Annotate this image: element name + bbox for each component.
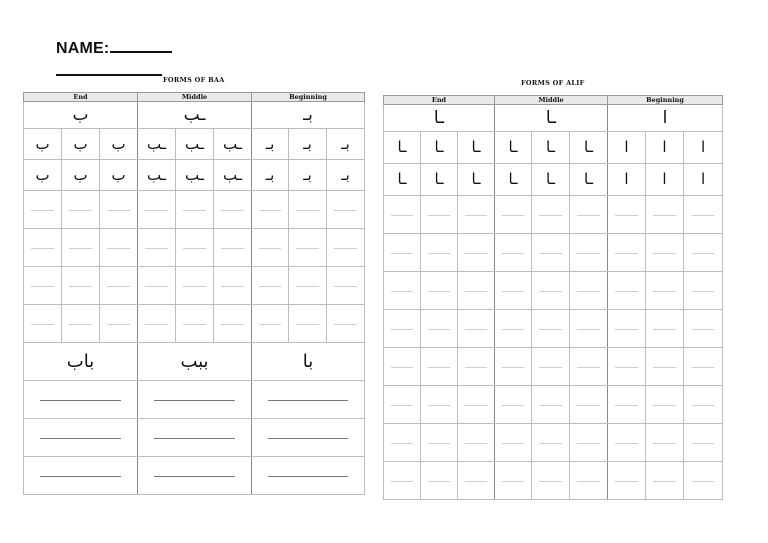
trace-cell[interactable] (532, 348, 570, 386)
trace-cell[interactable] (495, 348, 532, 386)
alif-letter-cell: ـا (495, 132, 532, 164)
word-writing-cell[interactable] (24, 419, 138, 457)
trace-cell[interactable] (458, 272, 495, 310)
alif-trace-row (384, 234, 723, 272)
baa-letter-cell: ـب (214, 160, 252, 191)
alif-model-row (384, 105, 723, 132)
word-writing-cell[interactable] (252, 381, 365, 419)
trace-cell[interactable] (289, 191, 327, 229)
alif-model-beginning: ا (608, 105, 723, 132)
trace-cell[interactable] (570, 386, 608, 424)
alif-letter-cell: ـا (384, 164, 421, 196)
trace-cell[interactable] (532, 310, 570, 348)
baa-word-writing-row (24, 381, 365, 419)
trace-cell[interactable] (62, 191, 100, 229)
trace-cell[interactable] (684, 310, 723, 348)
trace-cell[interactable] (421, 196, 458, 234)
trace-cell[interactable] (384, 348, 421, 386)
name-field (56, 37, 172, 58)
trace-cell[interactable] (608, 310, 646, 348)
alif-letter-cell: ا (684, 132, 723, 164)
trace-cell[interactable] (532, 386, 570, 424)
baa-word-middle: ببب (138, 343, 252, 381)
trace-cell[interactable] (62, 229, 100, 267)
trace-cell[interactable] (138, 229, 176, 267)
trace-cell[interactable] (684, 196, 723, 234)
baa-word-beginning: با (252, 343, 365, 381)
word-writing-cell[interactable] (138, 419, 252, 457)
baa-model-row (24, 102, 365, 129)
trace-cell[interactable] (384, 310, 421, 348)
baa-letter-cell: ـب (176, 129, 214, 160)
baa-letter-cell: ب (62, 129, 100, 160)
trace-cell[interactable] (138, 191, 176, 229)
trace-cell[interactable] (495, 310, 532, 348)
trace-cell[interactable] (327, 267, 365, 305)
trace-cell[interactable] (458, 424, 495, 462)
word-writing-cell[interactable] (252, 457, 365, 495)
baa-sheet-title: FORMS OF BAA (163, 76, 225, 84)
baa-trace-row (24, 229, 365, 267)
baa-letter-cell: بـ (252, 129, 289, 160)
alif-trace-row (384, 272, 723, 310)
baa-letter-cell: ـب (176, 160, 214, 191)
baa-trace-row (24, 305, 365, 343)
baa-col-beginning: Beginning (252, 93, 365, 102)
trace-cell[interactable] (252, 267, 289, 305)
trace-cell[interactable] (62, 305, 100, 343)
trace-cell[interactable] (570, 424, 608, 462)
baa-model-middle: ـب (138, 102, 252, 129)
trace-cell[interactable] (100, 305, 138, 343)
alif-sheet-title: FORMS OF ALIF (521, 79, 585, 87)
trace-cell[interactable] (421, 424, 458, 462)
alif-letter-cell: ـا (495, 164, 532, 196)
alif-letter-cell: ـا (532, 132, 570, 164)
trace-cell[interactable] (495, 386, 532, 424)
baa-model-beginning: بـ (252, 102, 365, 129)
trace-cell[interactable] (100, 267, 138, 305)
trace-cell[interactable] (327, 229, 365, 267)
trace-cell[interactable] (495, 196, 532, 234)
alif-letter-cell: ا (684, 164, 723, 196)
trace-cell[interactable] (458, 234, 495, 272)
trace-cell[interactable] (458, 348, 495, 386)
trace-cell[interactable] (252, 229, 289, 267)
trace-cell[interactable] (646, 310, 684, 348)
alif-letter-cell: ا (646, 164, 684, 196)
trace-cell[interactable] (458, 386, 495, 424)
trace-cell[interactable] (252, 305, 289, 343)
trace-cell[interactable] (608, 234, 646, 272)
baa-letter-cell: ـب (214, 129, 252, 160)
alif-worksheet-table (383, 95, 723, 500)
trace-cell[interactable] (532, 424, 570, 462)
word-writing-cell[interactable] (138, 457, 252, 495)
alif-letter-cell: ـا (421, 132, 458, 164)
trace-cell[interactable] (532, 196, 570, 234)
trace-cell[interactable] (495, 462, 532, 500)
trace-cell[interactable] (176, 191, 214, 229)
trace-cell[interactable] (684, 272, 723, 310)
trace-cell[interactable] (24, 267, 62, 305)
word-writing-cell[interactable] (24, 457, 138, 495)
trace-cell[interactable] (289, 267, 327, 305)
baa-header-row (24, 93, 365, 102)
word-writing-cell[interactable] (24, 381, 138, 419)
trace-cell[interactable] (421, 234, 458, 272)
trace-cell[interactable] (570, 234, 608, 272)
trace-cell[interactable] (495, 272, 532, 310)
trace-cell[interactable] (458, 196, 495, 234)
alif-letter-cell: ا (646, 132, 684, 164)
trace-cell[interactable] (532, 272, 570, 310)
alif-letter-cell: ا (608, 132, 646, 164)
alif-trace-row (384, 424, 723, 462)
trace-cell[interactable] (100, 191, 138, 229)
baa-practice-row-2 (24, 160, 365, 191)
trace-cell[interactable] (384, 462, 421, 500)
trace-cell[interactable] (570, 196, 608, 234)
baa-trace-row (24, 191, 365, 229)
trace-cell[interactable] (458, 310, 495, 348)
baa-col-middle: Middle (138, 93, 252, 102)
word-writing-cell[interactable] (138, 381, 252, 419)
baa-word-end: باب (24, 343, 138, 381)
trace-cell[interactable] (176, 267, 214, 305)
baa-letter-cell: ب (62, 160, 100, 191)
name-blank-line[interactable] (110, 37, 172, 53)
baa-letter-cell: ب (24, 129, 62, 160)
trace-cell[interactable] (608, 386, 646, 424)
alif-col-middle: Middle (495, 96, 608, 105)
trace-cell[interactable] (214, 305, 252, 343)
alif-practice-row-1 (384, 132, 723, 164)
baa-worksheet-table (23, 92, 365, 495)
trace-cell[interactable] (532, 462, 570, 500)
baa-model-end: ب (24, 102, 138, 129)
trace-cell[interactable] (24, 229, 62, 267)
trace-cell[interactable] (608, 272, 646, 310)
trace-cell[interactable] (684, 462, 723, 500)
alif-letter-cell: ـا (458, 164, 495, 196)
trace-cell[interactable] (421, 462, 458, 500)
trace-cell[interactable] (570, 462, 608, 500)
baa-letter-cell: بـ (327, 160, 365, 191)
alif-letter-cell: ـا (570, 164, 608, 196)
trace-cell[interactable] (24, 305, 62, 343)
trace-cell[interactable] (100, 229, 138, 267)
trace-cell[interactable] (176, 229, 214, 267)
trace-cell[interactable] (421, 348, 458, 386)
word-writing-cell[interactable] (252, 419, 365, 457)
baa-letter-cell: ـب (138, 129, 176, 160)
trace-cell[interactable] (327, 305, 365, 343)
trace-cell[interactable] (646, 272, 684, 310)
trace-cell[interactable] (24, 191, 62, 229)
alif-trace-row (384, 462, 723, 500)
trace-cell[interactable] (684, 348, 723, 386)
trace-cell[interactable] (252, 191, 289, 229)
alif-model-middle: ـا (495, 105, 608, 132)
trace-cell[interactable] (646, 234, 684, 272)
baa-col-end: End (24, 93, 138, 102)
name-blank-line-2 (56, 74, 162, 76)
alif-col-end: End (384, 96, 495, 105)
trace-cell[interactable] (646, 462, 684, 500)
trace-cell[interactable] (646, 196, 684, 234)
trace-cell[interactable] (62, 267, 100, 305)
trace-cell[interactable] (176, 305, 214, 343)
trace-cell[interactable] (289, 229, 327, 267)
alif-letter-cell: ـا (570, 132, 608, 164)
trace-cell[interactable] (684, 234, 723, 272)
alif-header-row (384, 96, 723, 105)
trace-cell[interactable] (570, 348, 608, 386)
baa-letter-cell: ـب (138, 160, 176, 191)
trace-cell[interactable] (570, 272, 608, 310)
trace-cell[interactable] (684, 386, 723, 424)
trace-cell[interactable] (608, 348, 646, 386)
alif-trace-row (384, 386, 723, 424)
trace-cell[interactable] (421, 272, 458, 310)
baa-letter-cell: ب (100, 129, 138, 160)
baa-letter-cell: ب (100, 160, 138, 191)
trace-cell[interactable] (384, 386, 421, 424)
alif-letter-cell: ـا (421, 164, 458, 196)
alif-trace-row (384, 196, 723, 234)
alif-letter-cell: ـا (384, 132, 421, 164)
trace-cell[interactable] (495, 234, 532, 272)
trace-cell[interactable] (138, 267, 176, 305)
trace-cell[interactable] (289, 305, 327, 343)
trace-cell[interactable] (214, 267, 252, 305)
trace-cell[interactable] (532, 234, 570, 272)
baa-practice-row-1 (24, 129, 365, 160)
trace-cell[interactable] (646, 386, 684, 424)
trace-cell[interactable] (608, 196, 646, 234)
baa-word-row (24, 343, 365, 381)
alif-letter-cell: ـا (458, 132, 495, 164)
trace-cell[interactable] (384, 424, 421, 462)
alif-letter-cell: ا (608, 164, 646, 196)
trace-cell[interactable] (384, 196, 421, 234)
trace-cell[interactable] (570, 310, 608, 348)
baa-letter-cell: بـ (327, 129, 365, 160)
trace-cell[interactable] (608, 462, 646, 500)
trace-cell[interactable] (495, 424, 532, 462)
baa-letter-cell: ب (24, 160, 62, 191)
baa-word-writing-row (24, 457, 365, 495)
trace-cell[interactable] (458, 462, 495, 500)
trace-cell[interactable] (214, 229, 252, 267)
trace-cell[interactable] (421, 310, 458, 348)
trace-cell[interactable] (138, 305, 176, 343)
alif-trace-row (384, 310, 723, 348)
trace-cell[interactable] (327, 191, 365, 229)
baa-trace-row (24, 267, 365, 305)
trace-cell[interactable] (646, 424, 684, 462)
baa-letter-cell: بـ (289, 160, 327, 191)
alif-practice-row-2 (384, 164, 723, 196)
trace-cell[interactable] (646, 348, 684, 386)
trace-cell[interactable] (214, 191, 252, 229)
alif-col-beginning: Beginning (608, 96, 723, 105)
baa-letter-cell: بـ (252, 160, 289, 191)
trace-cell[interactable] (684, 424, 723, 462)
trace-cell[interactable] (608, 424, 646, 462)
alif-model-end: ـا (384, 105, 495, 132)
trace-cell[interactable] (421, 386, 458, 424)
baa-word-writing-row (24, 419, 365, 457)
alif-letter-cell: ـا (532, 164, 570, 196)
baa-letter-cell: بـ (289, 129, 327, 160)
alif-trace-row (384, 348, 723, 386)
trace-cell[interactable] (384, 272, 421, 310)
trace-cell[interactable] (384, 234, 421, 272)
name-label: NAME: (56, 40, 110, 57)
